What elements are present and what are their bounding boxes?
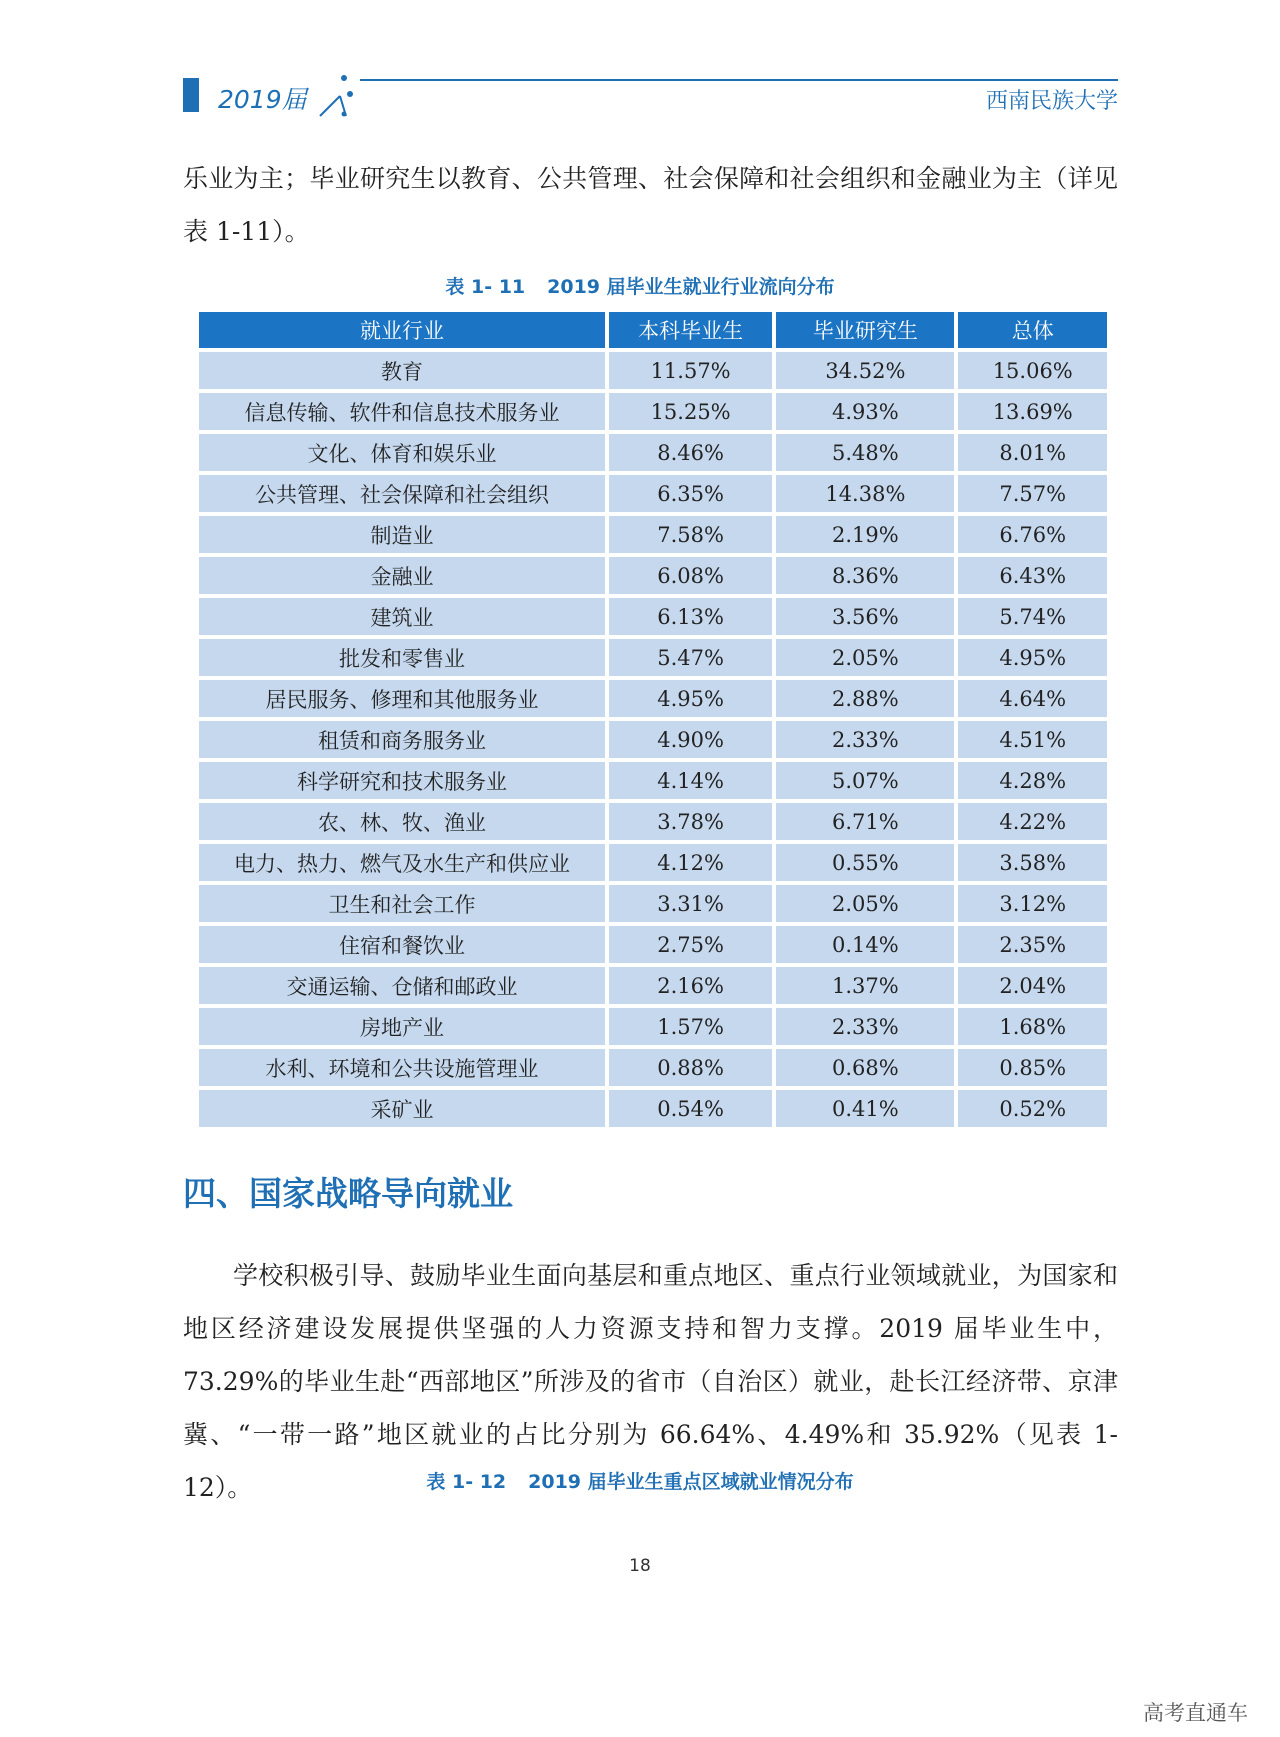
table-row	[199, 926, 1107, 963]
table-cell: 3.56%	[776, 598, 954, 635]
body-paragraph: 学校积极引导、鼓励毕业生面向基层和重点地区、重点行业领域就业，为国家和地区经济建设发展提供坚强的人力资源支持和智力支撑。2019 届毕业生中，73.29%的毕业生赴“西部地区”所涉及的省市（自治区）就业，赴长江经济带、京津冀、“一带一路”地区就业的占比分别为 66.64%、4.49%和 35.92%（见表 1-12）。	[183, 1261, 1118, 1502]
table-cell: 6.43%	[958, 557, 1107, 594]
table-cell: 交通运输、仓储和邮政业	[199, 967, 605, 1004]
header-accent-bar	[183, 78, 199, 112]
table-row	[199, 1008, 1107, 1045]
table-cell: 1.57%	[609, 1008, 772, 1045]
table-cell: 2.16%	[609, 967, 772, 1004]
table-cell: 15.06%	[958, 352, 1107, 389]
table-cell: 电力、热力、燃气及水生产和供应业	[199, 844, 605, 881]
table-row	[199, 1049, 1107, 1086]
table-cell: 3.58%	[958, 844, 1107, 881]
table-cell: 6.35%	[609, 475, 772, 512]
table-cell: 34.52%	[776, 352, 954, 389]
page-number: 18	[629, 1556, 651, 1576]
column-header-industry: 就业行业	[199, 312, 605, 348]
table-cell: 0.85%	[958, 1049, 1107, 1086]
table-cell: 信息传输、软件和信息技术服务业	[199, 393, 605, 430]
table-1-11-title: 2019 届毕业生就业行业流向分布	[547, 276, 835, 298]
table-cell: 5.47%	[609, 639, 772, 676]
table-cell: 2.75%	[609, 926, 772, 963]
table-cell: 0.52%	[958, 1090, 1107, 1127]
table-cell: 2.19%	[776, 516, 954, 553]
table-cell: 13.69%	[958, 393, 1107, 430]
header-school-name: 西南民族大学	[985, 89, 1118, 114]
header-rule	[360, 79, 1118, 81]
table-row	[199, 1090, 1107, 1127]
table-row	[199, 393, 1107, 430]
table-cell: 7.57%	[958, 475, 1107, 512]
table-body	[199, 352, 1107, 1127]
table-cell: 6.08%	[609, 557, 772, 594]
table-1-12-caption	[0, 1467, 1280, 1494]
table-cell: 房地产业	[199, 1008, 605, 1045]
table-cell: 住宿和餐饮业	[199, 926, 605, 963]
table-cell: 8.46%	[609, 434, 772, 471]
table-cell: 农、林、牧、渔业	[199, 803, 605, 840]
table-row	[199, 967, 1107, 1004]
table-cell: 6.13%	[609, 598, 772, 635]
table-row	[199, 885, 1107, 922]
table-cell: 11.57%	[609, 352, 772, 389]
table-cell: 金融业	[199, 557, 605, 594]
table-cell: 4.12%	[609, 844, 772, 881]
table-cell: 2.33%	[776, 1008, 954, 1045]
table-cell: 0.54%	[609, 1090, 772, 1127]
table-cell: 4.28%	[958, 762, 1107, 799]
table-cell: 4.95%	[958, 639, 1107, 676]
table-row	[199, 721, 1107, 758]
industry-distribution-table	[195, 308, 1111, 1131]
table-1-11-number: 表 1- 11	[445, 276, 526, 298]
table-cell: 1.68%	[958, 1008, 1107, 1045]
table-cell: 0.88%	[609, 1049, 772, 1086]
table-cell: 教育	[199, 352, 605, 389]
table-row	[199, 762, 1107, 799]
table-cell: 8.01%	[958, 434, 1107, 471]
table-1-11-caption	[0, 272, 1280, 299]
table-cell: 8.36%	[776, 557, 954, 594]
table-cell: 文化、体育和娱乐业	[199, 434, 605, 471]
table-cell: 6.76%	[958, 516, 1107, 553]
header-year: 2019届	[218, 85, 307, 114]
table-row	[199, 598, 1107, 635]
table-cell: 租赁和商务服务业	[199, 721, 605, 758]
table-cell: 4.51%	[958, 721, 1107, 758]
table-1-12-number: 表 1- 12	[426, 1471, 507, 1493]
table-cell: 2.33%	[776, 721, 954, 758]
table-cell: 4.22%	[958, 803, 1107, 840]
column-header-overall: 总体	[958, 312, 1107, 348]
table-cell: 6.71%	[776, 803, 954, 840]
table-row	[199, 434, 1107, 471]
table-cell: 3.12%	[958, 885, 1107, 922]
watermark: 高考直通车	[1143, 1701, 1248, 1725]
table-row	[199, 844, 1107, 881]
table-cell: 卫生和社会工作	[199, 885, 605, 922]
table-cell: 采矿业	[199, 1090, 605, 1127]
table-row	[199, 516, 1107, 553]
table-row	[199, 680, 1107, 717]
table-cell: 4.93%	[776, 393, 954, 430]
table-row	[199, 639, 1107, 676]
table-cell: 水利、环境和公共设施管理业	[199, 1049, 605, 1086]
table-cell: 2.04%	[958, 967, 1107, 1004]
table-cell: 7.58%	[609, 516, 772, 553]
table-cell: 4.95%	[609, 680, 772, 717]
table-cell: 批发和零售业	[199, 639, 605, 676]
table-1-12-title: 2019 届毕业生重点区域就业情况分布	[528, 1471, 854, 1493]
table-cell: 0.41%	[776, 1090, 954, 1127]
table-cell: 15.25%	[609, 393, 772, 430]
table-cell: 3.78%	[609, 803, 772, 840]
table-cell: 2.05%	[776, 885, 954, 922]
table-row	[199, 475, 1107, 512]
table-cell: 5.48%	[776, 434, 954, 471]
table-cell: 2.88%	[776, 680, 954, 717]
table-cell: 建筑业	[199, 598, 605, 635]
table-cell: 居民服务、修理和其他服务业	[199, 680, 605, 717]
table-cell: 4.14%	[609, 762, 772, 799]
table-cell: 0.68%	[776, 1049, 954, 1086]
table-cell: 4.90%	[609, 721, 772, 758]
table-row	[199, 557, 1107, 594]
table-row	[199, 352, 1107, 389]
table-cell: 14.38%	[776, 475, 954, 512]
table-header-row	[199, 312, 1107, 348]
table-cell: 1.37%	[776, 967, 954, 1004]
table-cell: 0.14%	[776, 926, 954, 963]
table-cell: 5.07%	[776, 762, 954, 799]
intro-paragraph: 乐业为主；毕业研究生以教育、公共管理、社会保障和社会组织和金融业为主（详见表 1-11）。	[183, 164, 1118, 246]
table-cell: 3.31%	[609, 885, 772, 922]
table-row	[199, 803, 1107, 840]
table-cell: 2.35%	[958, 926, 1107, 963]
table-cell: 科学研究和技术服务业	[199, 762, 605, 799]
column-header-undergraduate: 本科毕业生	[609, 312, 772, 348]
table-cell: 4.64%	[958, 680, 1107, 717]
column-header-postgraduate: 毕业研究生	[776, 312, 954, 348]
table-cell: 2.05%	[776, 639, 954, 676]
table-cell: 0.55%	[776, 844, 954, 881]
section-title: 四、国家战略导向就业	[183, 1174, 513, 1213]
table-cell: 5.74%	[958, 598, 1107, 635]
table-cell: 制造业	[199, 516, 605, 553]
table-cell: 公共管理、社会保障和社会组织	[199, 475, 605, 512]
